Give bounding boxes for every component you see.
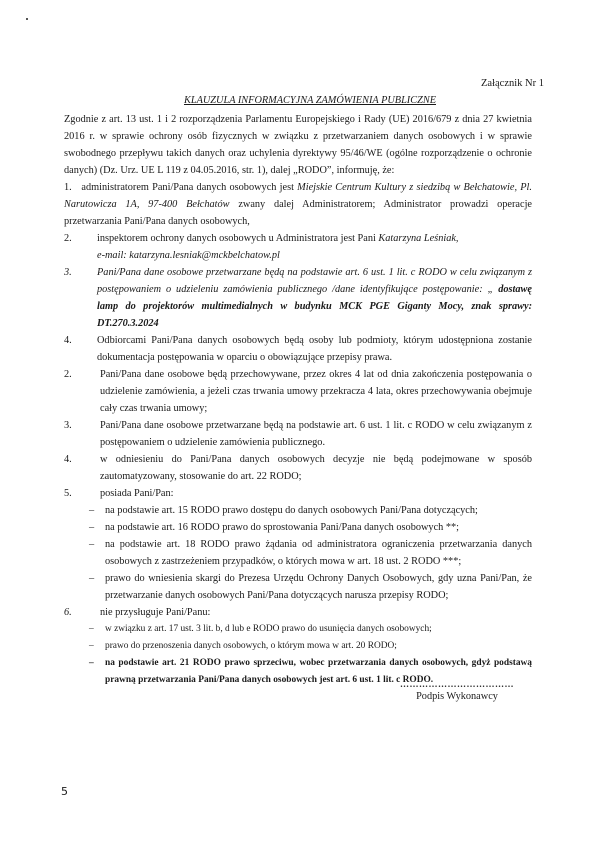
item-number: 4.: [64, 335, 72, 346]
procurement-subject: dostawę lamp do projektorów multimedialnych w budynku MCK PGE Giganty Mocy, znak sprawy: DT.270.3.2024: [97, 284, 532, 329]
dash-bullet: –: [89, 505, 95, 516]
sublist-item: – prawo do przenoszenia danych osobowych, o którym mowa w art. 20 RODO;: [88, 638, 532, 655]
list-item-no-rights: 6. nie przysługuje Pani/Panu:: [64, 604, 532, 621]
list-item-retention: 2. Pani/Pana dane osobowe będą przechowywane, przez okres 4 lat od dnia zakończenia postępowania o udzielenie zamówienia, a jeżeli czas trwania umowy przekracza 4 lata, okres przechowywania obejmuje cały czas trwania umowy;: [64, 366, 532, 417]
item-number: 2.: [64, 369, 72, 380]
attachment-label: Załącznik Nr 1: [481, 78, 544, 89]
sublist-item: – prawo do wniesienia skargi do Prezesa Urzędu Ochrony Danych Osobowych, gdy uzna Pani/Pan, że przetwarzanie danych osobowych Pani/Pana dotyczących narusza przepisy RODO;: [88, 570, 532, 604]
dash-bullet: –: [89, 522, 95, 533]
list-item-4: 4. Odbiorcami Pani/Pana danych osobowych będą osoby lub podmioty, którym udostępniona zostanie dokumentacja postępowania w oparciu o obowiązujące przepisy prawa.: [64, 332, 532, 366]
document-body: [64, 111, 532, 689]
intro-paragraph: Zgodnie z art. 13 ust. 1 i 2 rozporządzenia Parlamentu Europejskiego i Rady (UE) 2016/679 z dnia 27 kwietnia 2016 r. w sprawie ochrony osób fizycznych w związku z przetwarzaniem danych osobowych i w sprawie swobodnego przepływu takich danych oraz uchylenia dyrektywy 95/46/WE (ogólne rozporządzenie o ochronie danych) (Dz. Urz. UE L 119 z 04.05.2016, str. 1), dalej „RODO”, informuję, że:: [64, 114, 532, 176]
list-item-legal-basis: 3. Pani/Pana dane osobowe przetwarzane będą na podstawie art. 6 ust. 1 lit. c RODO w celu związanym z postępowaniem o udzielenie zamówienia publicznego.: [64, 417, 532, 451]
item-number: 4.: [64, 454, 72, 465]
sublist-item: – na podstawie art. 18 RODO prawo żądania od administratora ograniczenia przetwarzania danych osobowych z zastrzeżeniem przypadków, o których mowa w art. 18 ust. 2 RODO ***;: [88, 536, 532, 570]
sublist-item: – na podstawie art. 21 RODO prawo sprzeciwu, wobec przetwarzania danych osobowych, gdyż podstawą prawną przetwarzania Pani/Pana danych osobowych jest art. 6 ust. 1 lit. c RODO.: [88, 655, 532, 689]
item-number: 6.: [64, 607, 72, 618]
scan-speck: [26, 18, 28, 20]
dash-bullet: –: [89, 641, 94, 651]
item-number: 2.: [64, 233, 72, 244]
item-number: 1.: [64, 182, 72, 193]
item-number: 3.: [64, 420, 72, 431]
document-title: KLAUZULA INFORMACYJNA ZAMÓWIENIA PUBLICZNE: [183, 95, 436, 106]
signature-line: ………………………………: [400, 679, 514, 689]
list-item-3: 3. Pani/Pana dane osobowe przetwarzane będą na podstawie art. 6 ust. 1 lit. c RODO w celu związanym z postępowaniem o udzieleniu zamówienia publicznego /dane identyfikujące postępowanie: „ dostawę lamp do projektorów multimedialnych w budynku MCK PGE Giganty Mocy, znak sprawy: DT.270.3.2024: [64, 264, 532, 332]
list-item-2: 2. inspektorem ochrony danych osobowych u Administratora jest Pani Katarzyna Leśniak, e-mail: katarzyna.lesniak@mckbelchatow.pl: [64, 230, 532, 264]
item-number: 3.: [64, 267, 72, 278]
list-item-rights: 5. posiada Pani/Pan:: [64, 485, 532, 502]
dash-bullet: –: [89, 624, 94, 634]
dash-bullet: –: [89, 539, 95, 550]
page-number: 5: [61, 785, 68, 798]
signature-block: [397, 679, 517, 702]
rights-sublist: [88, 502, 532, 604]
sublist-item: – w związku z art. 17 ust. 3 lit. b, d lub e RODO prawo do usunięcia danych osobowych;: [88, 621, 532, 638]
list-item-1: 1. administratorem Pani/Pana danych osobowych jest Miejskie Centrum Kultury z siedzibą w Bełchatowie, Pl. Narutowicza 1A, 97-400 Bełchatów zwany dalej Administratorem; Administrator prowadzi operacje przetwarzania Pani/Pana danych osobowych,: [64, 182, 532, 227]
sublist-item: – na podstawie art. 16 RODO prawo do sprostowania Pani/Pana danych osobowych **;: [88, 519, 532, 536]
sublist-item: – na podstawie art. 15 RODO prawo dostępu do danych osobowych Pani/Pana dotyczących;: [88, 502, 532, 519]
signature-label: Podpis Wykonawcy: [416, 691, 498, 702]
dash-bullet: –: [89, 658, 94, 668]
dash-bullet: –: [89, 573, 95, 584]
list-item-automation: 4. w odniesieniu do Pani/Pana danych osobowych decyzje nie będą podejmowane w sposób zautomatyzowany, stosowanie do art. 22 RODO;: [64, 451, 532, 485]
item-number: 5.: [64, 488, 72, 499]
dpo-email: e-mail: katarzyna.lesniak@mckbelchatow.pl: [97, 250, 280, 261]
